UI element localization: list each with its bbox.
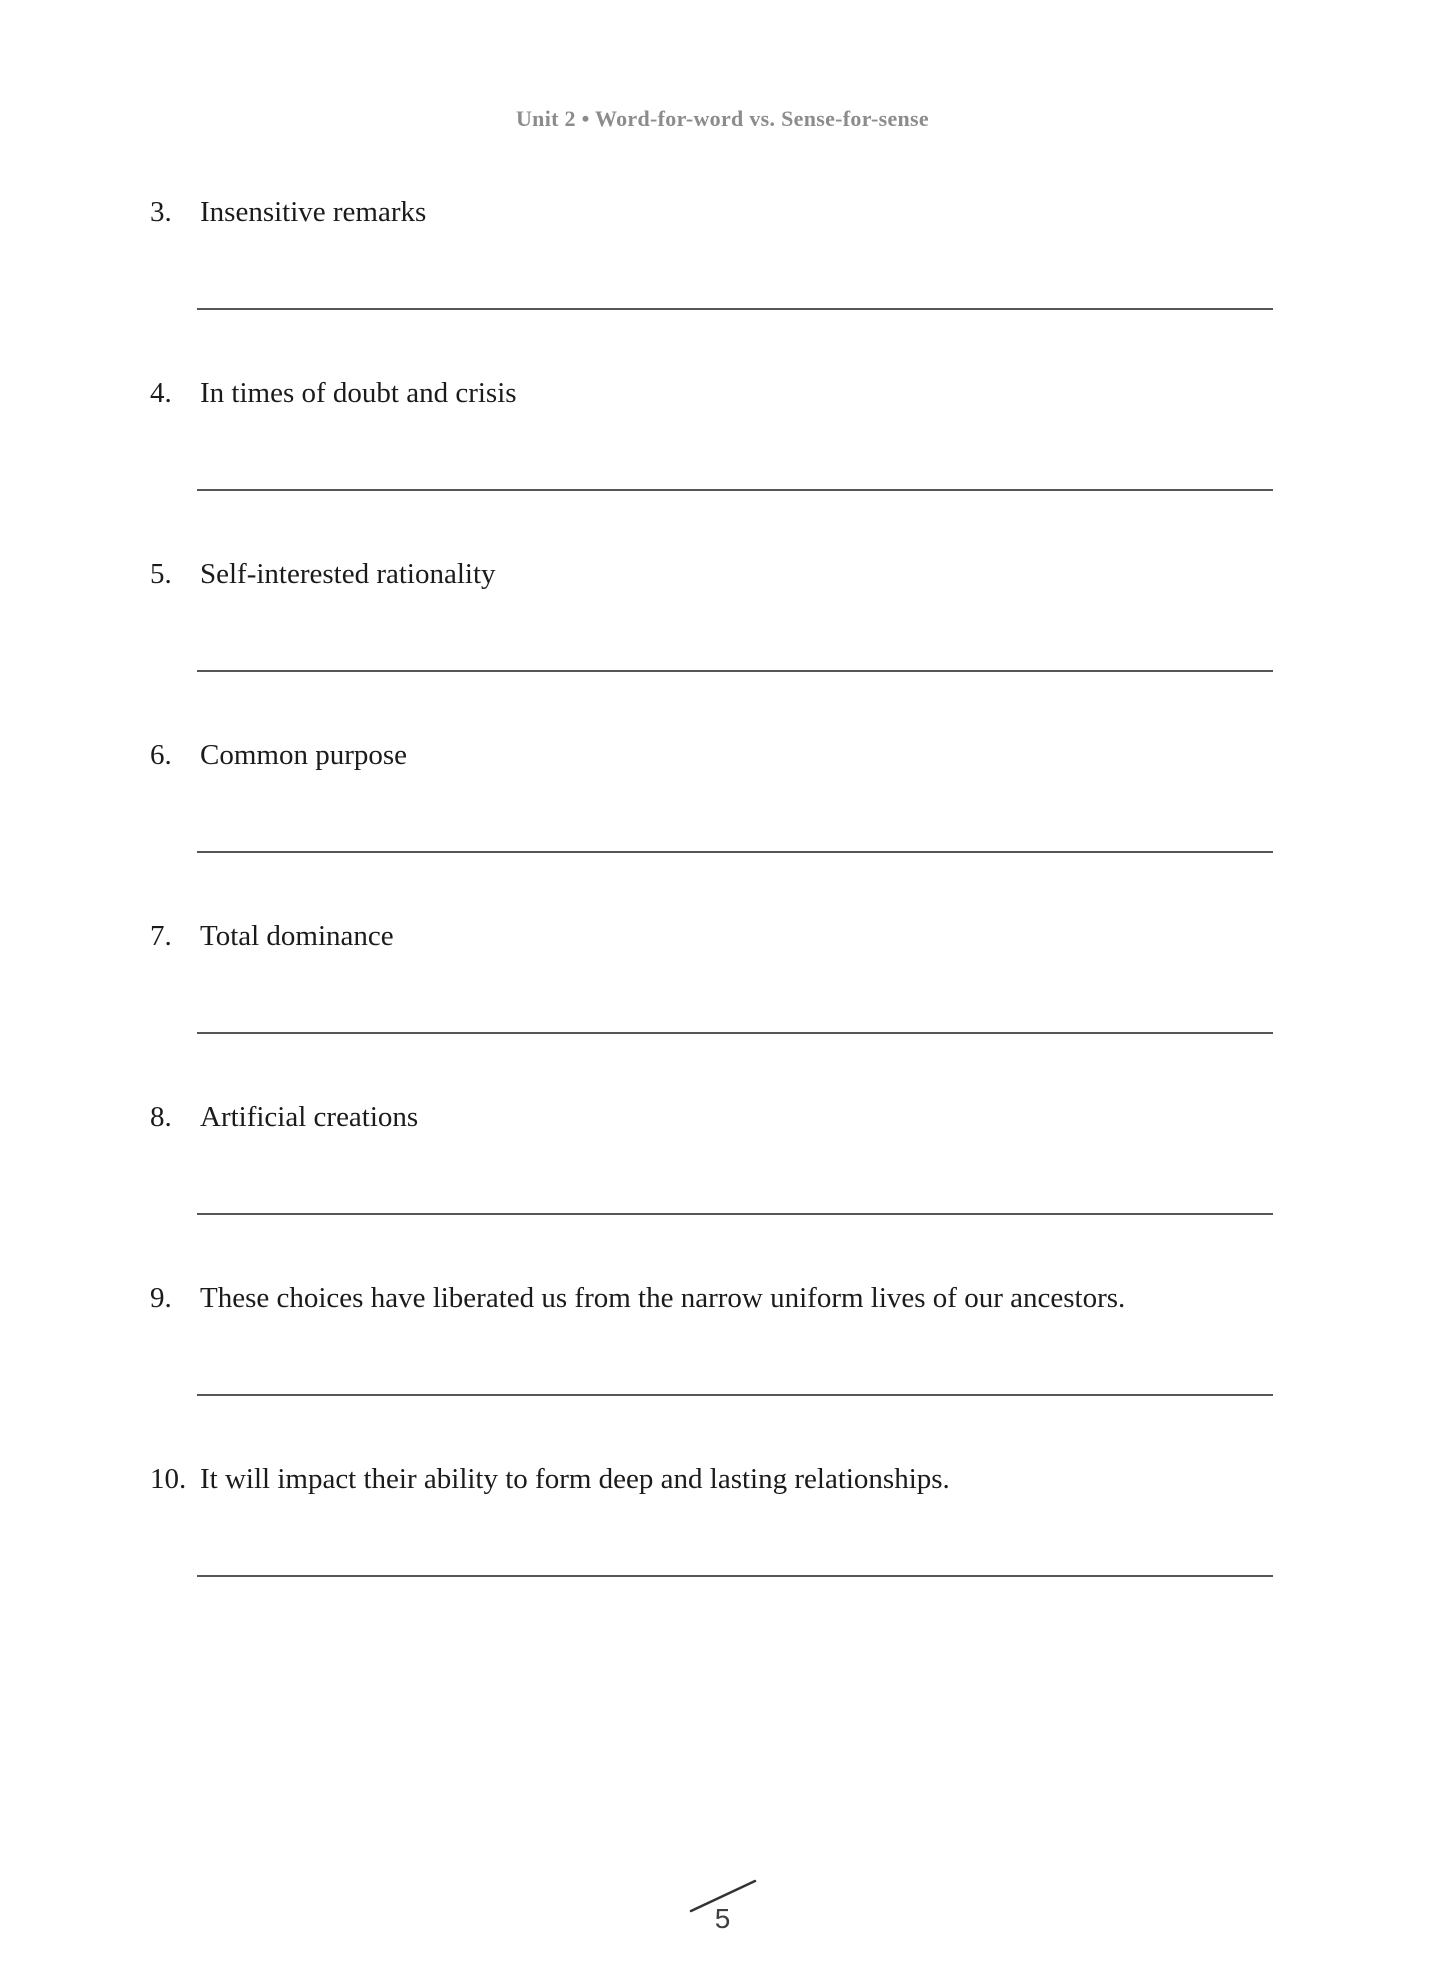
item-number: 10. xyxy=(150,1463,187,1495)
answer-blank-line xyxy=(197,851,1273,853)
worksheet-body xyxy=(0,195,1445,1577)
item-text: Artificial creations xyxy=(200,1101,419,1133)
worksheet-item xyxy=(150,195,1295,310)
worksheet-item xyxy=(150,1100,1295,1215)
page-number: 5 xyxy=(714,1903,731,1934)
worksheet-item xyxy=(150,738,1295,853)
item-number: 6. xyxy=(150,739,172,771)
item-text: It will impact their ability to form deep and lasting relationships. xyxy=(200,1463,950,1495)
item-text: These choices have liberated us from the narrow uniform lives of our ancestors. xyxy=(200,1282,1126,1314)
answer-blank-line xyxy=(197,1575,1273,1577)
worksheet-item xyxy=(150,1281,1295,1396)
item-number: 8. xyxy=(150,1101,172,1133)
item-number: 5. xyxy=(150,558,172,590)
worksheet-item xyxy=(150,376,1295,491)
answer-blank-line xyxy=(197,1213,1273,1215)
item-number: 7. xyxy=(150,920,172,952)
item-text: Total dominance xyxy=(200,920,394,952)
answer-blank-line xyxy=(197,1032,1273,1034)
worksheet-item xyxy=(150,1462,1295,1577)
item-text: Common purpose xyxy=(200,739,408,771)
item-number: 9. xyxy=(150,1282,172,1314)
item-text: In times of doubt and crisis xyxy=(200,377,517,409)
answer-blank-line xyxy=(197,670,1273,672)
answer-blank-line xyxy=(197,1394,1273,1396)
answer-blank-line xyxy=(197,308,1273,310)
worksheet-item xyxy=(150,919,1295,1034)
item-text: Insensitive remarks xyxy=(200,196,427,228)
running-head-title: Unit 2 • Word-for-word vs. Sense-for-sense xyxy=(515,106,929,131)
answer-blank-line xyxy=(197,489,1273,491)
worksheet-item xyxy=(150,557,1295,672)
item-number: 4. xyxy=(150,377,172,409)
item-text: Self-interested rationality xyxy=(200,558,496,590)
item-number: 3. xyxy=(150,196,172,228)
